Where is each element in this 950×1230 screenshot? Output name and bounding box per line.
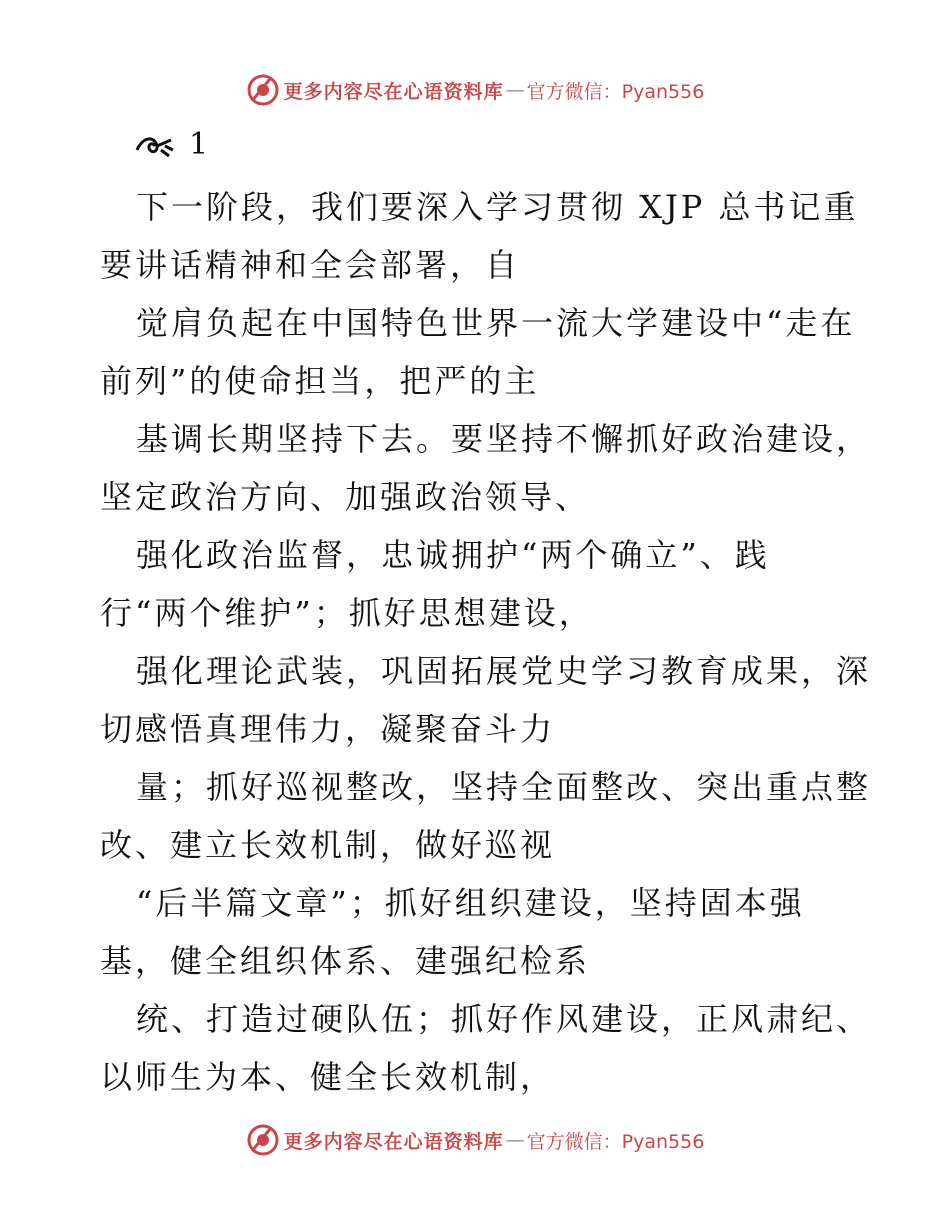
text-line: 要讲话精神和全会部署，自: [100, 246, 521, 284]
text-line: 切感悟真理伟力，凝聚奋斗力: [100, 710, 556, 748]
fleuron-icon: [135, 132, 175, 158]
banner-separator: —: [505, 79, 525, 101]
text-line: 下一阶段，我们要深入学习贯彻 XJP 总书记重: [136, 188, 859, 226]
banner-slogan: 更多内容尽在心语资料库: [283, 1130, 504, 1153]
text-line: 觉肩负起在中国特色世界一流大学建设中“走在: [136, 304, 856, 342]
text-line: 改、建立长效机制，做好巡视: [100, 826, 556, 864]
logo-icon: [246, 1123, 280, 1157]
banner-contact: 官方微信：Pyan556: [526, 1130, 705, 1153]
footer-banner: [0, 1120, 950, 1160]
body-text: [100, 178, 872, 1106]
header-banner: [0, 70, 950, 110]
text-line: 强化政治监督，忠诚拥护“两个确立”、践: [136, 536, 770, 574]
text-line: “后半篇文章”；抓好组织建设，坚持固本强: [136, 884, 805, 922]
text-line: 以师生为本、健全长效机制，: [100, 1058, 556, 1096]
section-heading: [135, 127, 208, 162]
text-line: 坚定政治方向、加强政治领导、: [100, 478, 591, 516]
text-line: 强化理论武装，巩固拓展党史学习教育成果，深: [136, 652, 872, 690]
text-line: 基，健全组织体系、建强纪检系: [100, 942, 591, 980]
text-line: 统、打造过硬队伍；抓好作风建设，正风肃纪、: [136, 1000, 872, 1038]
heading-number: 1: [189, 127, 209, 162]
banner-separator: —: [505, 1129, 525, 1151]
text-line: 行“两个维护”；抓好思想建设，: [100, 594, 594, 632]
text-line: 基调长期坚持下去。要坚持不懈抓好政治建设，: [136, 420, 872, 458]
banner-contact: 官方微信：Pyan556: [526, 80, 705, 103]
text-line: 量；抓好巡视整改，坚持全面整改、突出重点整: [136, 768, 872, 806]
banner-slogan: 更多内容尽在心语资料库: [283, 80, 504, 103]
logo-icon: [246, 73, 280, 107]
text-line: 前列”的使命担当，把严的主: [100, 362, 540, 400]
